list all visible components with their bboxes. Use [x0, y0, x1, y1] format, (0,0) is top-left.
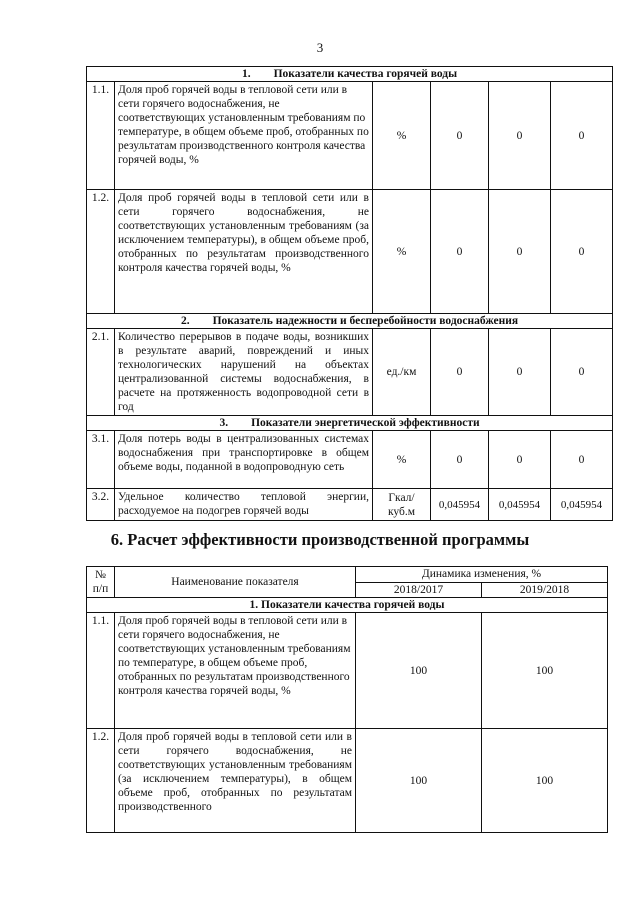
header-year: 2019/2018: [482, 582, 608, 598]
section-heading: 6. Расчет эффективности производственной программы: [110, 530, 530, 549]
row-value: 0,045954: [431, 489, 489, 521]
section-row: [87, 598, 608, 613]
header-name: Наименование показателя: [115, 567, 356, 598]
row-number: 1.1.: [87, 613, 115, 729]
row-value: 0: [489, 329, 551, 416]
row-value: 100: [482, 729, 608, 833]
page-number: 3: [316, 40, 324, 55]
row-value: 0: [551, 431, 613, 489]
row-number: 2.1.: [87, 329, 115, 416]
row-value: 100: [356, 613, 482, 729]
table-row: [87, 431, 613, 489]
row-value: 0: [431, 190, 489, 314]
row-value: 0,045954: [489, 489, 551, 521]
table-row: [87, 489, 613, 521]
row-description: Доля проб горячей воды в тепловой сети или в сети горячего водоснабжения, не соответствующих установленным требованиям по температуре, в общем объеме проб, отобранных по результатам производственного контроля качества горячей воды, %: [115, 613, 356, 729]
row-value: 0: [431, 431, 489, 489]
header-year: 2018/2017: [356, 582, 482, 598]
row-value: 0: [551, 329, 613, 416]
section-title: 3. Показатели энергетической эффективности: [87, 416, 613, 431]
row-number: 3.2.: [87, 489, 115, 521]
row-value: 0: [489, 190, 551, 314]
header-number: № п/п: [87, 567, 115, 598]
row-unit: %: [373, 190, 431, 314]
table-row: [87, 329, 613, 416]
indicators-table: [86, 66, 613, 521]
row-description: Доля проб горячей воды в тепловой сети или в сети горячего водоснабжения, не соответствующих установленным требованиям (за исключением температуры), в общем объеме проб, отобранных по результатам производственного: [115, 729, 356, 833]
row-description: Доля проб горячей воды в тепловой сети или в сети горячего водоснабжения, не соответствующих установленным требованиям (за исключением температуры), в общем объеме проб, отобранных по результатам производственного контроля качества горячей воды, %: [115, 190, 373, 314]
row-unit: Гкал/ куб.м: [373, 489, 431, 521]
row-unit: %: [373, 82, 431, 190]
row-unit: ед./км: [373, 329, 431, 416]
section-title: 2. Показатель надежности и бесперебойности водоснабжения: [87, 314, 613, 329]
row-unit: %: [373, 431, 431, 489]
row-value: 100: [482, 613, 608, 729]
row-value: 0: [431, 82, 489, 190]
section-row: [87, 314, 613, 329]
row-value: 0: [489, 82, 551, 190]
table-row: [87, 190, 613, 314]
row-number: 1.2.: [87, 190, 115, 314]
row-number: 3.1.: [87, 431, 115, 489]
row-description: Удельное количество тепловой энергии, расходуемое на подогрев горячей воды: [115, 489, 373, 521]
header-row: [87, 567, 608, 583]
row-value: 0: [551, 190, 613, 314]
table-row: [87, 82, 613, 190]
row-value: 0: [431, 329, 489, 416]
row-description: Доля потерь воды в централизованных системах водоснабжения при транспортировке в общем объеме воды, поданной в водопроводную сеть: [115, 431, 373, 489]
row-description: Доля проб горячей воды в тепловой сети или в сети горячего водоснабжения, не соответствующих установленным требованиям по температуре, в общем объеме проб, отобранных по результатам производственного контроля качества горячей воды, %: [115, 82, 373, 190]
row-description: Количество перерывов в подаче воды, возникших в результате аварий, повреждений и иных технологических нарушений на объектах централизованной системы водоснабжения, в расчете на протяженность водопроводной сети в год: [115, 329, 373, 416]
row-number: 1.2.: [87, 729, 115, 833]
efficiency-table: [86, 566, 608, 833]
row-value: 0,045954: [551, 489, 613, 521]
row-value: 0: [489, 431, 551, 489]
table-row: [87, 613, 608, 729]
table-row: [87, 729, 608, 833]
row-value: 100: [356, 729, 482, 833]
section-title: 1. Показатели качества горячей воды: [87, 598, 608, 613]
section-title: 1. Показатели качества горячей воды: [87, 67, 613, 82]
row-value: 0: [551, 82, 613, 190]
section-row: [87, 416, 613, 431]
row-number: 1.1.: [87, 82, 115, 190]
section-row: [87, 67, 613, 82]
header-dynamics: Динамика изменения, %: [356, 567, 608, 583]
